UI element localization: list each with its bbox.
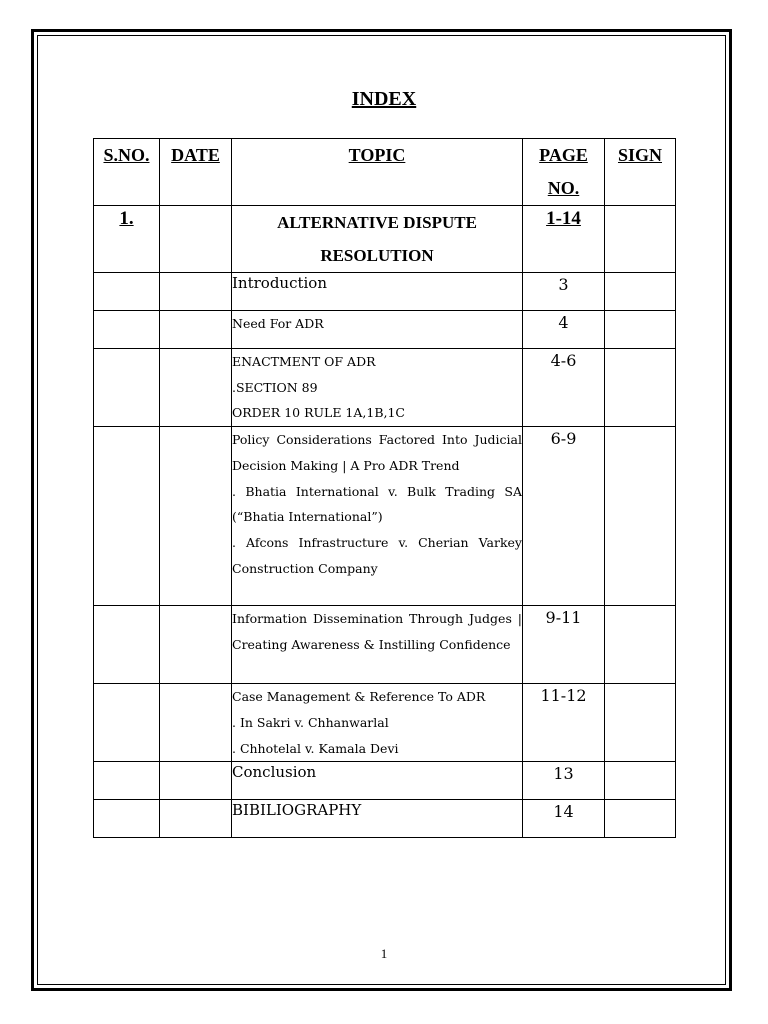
row-topic: [232, 684, 523, 762]
row-sno: [94, 349, 160, 427]
row-topic: [232, 762, 523, 800]
row-page: 9-11: [523, 606, 605, 684]
row-topic: [232, 273, 523, 311]
table-row: [94, 606, 676, 684]
main-topic: ALTERNATIVE DISPUTE RESOLUTION: [232, 206, 523, 273]
topic-line: Conclusion: [232, 763, 317, 782]
header-page-no: PAGE NO.: [523, 139, 605, 206]
row-topic: [232, 349, 523, 427]
header-date: DATE: [160, 139, 232, 206]
header-sign: SIGN: [605, 139, 676, 206]
row-page: 4-6: [523, 349, 605, 427]
topic-line: BIBILIOGRAPHY: [232, 801, 362, 820]
page-number: 1: [380, 946, 388, 961]
table-body: [94, 273, 676, 838]
row-page: 14: [523, 800, 605, 838]
topic-line: Information Dissemination Through Judges | Creating Awareness & Instilling Confidence: [232, 611, 522, 652]
table-row: [94, 311, 676, 349]
main-sign: [605, 206, 676, 273]
topic-line: Introduction: [232, 274, 327, 292]
header-topic: TOPIC: [232, 139, 523, 206]
row-page: 3: [523, 273, 605, 311]
row-date: [160, 273, 232, 311]
table-row: [94, 349, 676, 427]
row-topic: [232, 311, 523, 349]
row-date: [160, 311, 232, 349]
row-sno: [94, 762, 160, 800]
row-date: [160, 427, 232, 606]
row-sno: [94, 427, 160, 606]
row-sign: [605, 606, 676, 684]
row-sign: [605, 311, 676, 349]
table-row: [94, 684, 676, 762]
table-header-row: [94, 139, 676, 206]
row-page: 4: [523, 311, 605, 349]
main-page: 1-14: [523, 206, 605, 273]
topic-line: . Afcons Infrastructure v. Cherian Varkey Construction Company: [232, 534, 522, 576]
main-date: [160, 206, 232, 273]
row-sno: [94, 311, 160, 349]
row-sign: [605, 684, 676, 762]
row-sno: [94, 606, 160, 684]
header-sno: S.NO.: [94, 139, 160, 206]
row-topic: [232, 800, 523, 838]
row-page: 13: [523, 762, 605, 800]
row-date: [160, 762, 232, 800]
row-date: [160, 800, 232, 838]
table-row: [94, 762, 676, 800]
row-page: 11-12: [523, 684, 605, 762]
topic-line: . Bhatia International v. Bulk Trading SA (“Bhatia International”): [232, 483, 522, 525]
row-topic: [232, 606, 523, 684]
row-sno: [94, 684, 160, 762]
topic-line: Policy Considerations Factored Into Judicial Decision Making | A Pro ADR Trend: [232, 432, 522, 473]
topic-line: .SECTION 89: [232, 379, 318, 395]
row-page: 6-9: [523, 427, 605, 606]
row-date: [160, 606, 232, 684]
table-row: [94, 800, 676, 838]
topic-line: Need For ADR: [232, 316, 324, 331]
page-title: INDEX: [351, 88, 417, 110]
row-sno: [94, 800, 160, 838]
row-sign: [605, 427, 676, 606]
row-date: [160, 684, 232, 762]
topic-line: ORDER 10 RULE 1A,1B,1C: [232, 405, 405, 421]
topic-line: Case Management & Reference To ADR: [232, 689, 486, 705]
row-sign: [605, 349, 676, 427]
table-row: [94, 273, 676, 311]
table-row-main: [94, 206, 676, 273]
row-date: [160, 349, 232, 427]
table-row: [94, 427, 676, 606]
topic-line: . Chhotelal v. Kamala Devi: [232, 740, 399, 756]
row-sno: [94, 273, 160, 311]
topic-line: ENACTMENT OF ADR: [232, 354, 376, 369]
main-sno: 1.: [94, 206, 160, 273]
index-table: [93, 138, 676, 838]
row-sign: [605, 800, 676, 838]
row-sign: [605, 762, 676, 800]
row-sign: [605, 273, 676, 311]
row-topic: [232, 427, 523, 606]
topic-line: . In Sakri v. Chhanwarlal: [232, 714, 389, 730]
